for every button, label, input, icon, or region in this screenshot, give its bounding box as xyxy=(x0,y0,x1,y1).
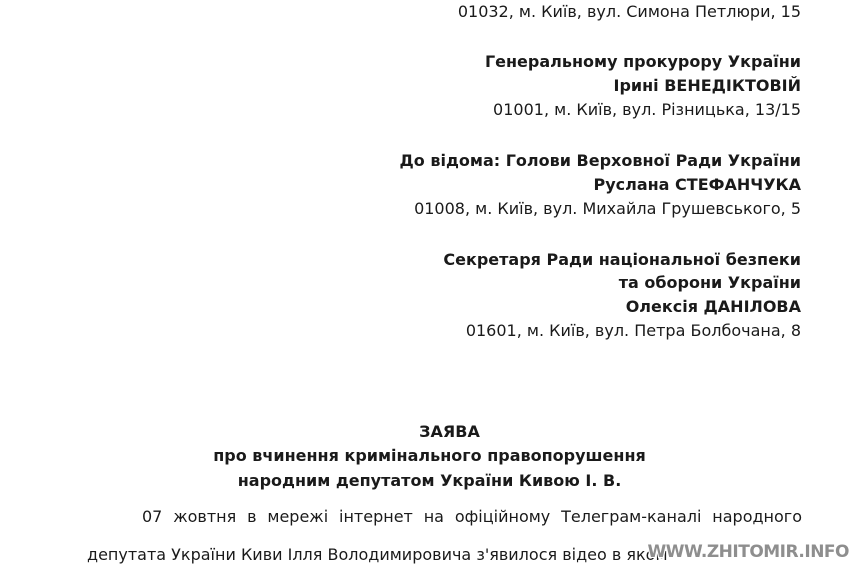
body-line-1: 07 жовтня в мережі інтернет на офіційному Телеграм-каналі народного xyxy=(142,507,802,526)
recipient-3-name: Руслана СТЕФАНЧУКА xyxy=(593,175,801,194)
statement-heading: ЗАЯВА xyxy=(419,422,480,441)
recipient-2-address: 01001, м. Київ, вул. Різницька, 13/15 xyxy=(493,100,801,119)
recipient-4-name: Олексія ДАНІЛОВА xyxy=(625,297,801,316)
statement-subtitle-line1: про вчинення кримінального правопорушення xyxy=(213,446,646,465)
recipient-4-title-line2: та оборони України xyxy=(618,273,801,292)
recipient-3-title: До відома: Голови Верховної Ради України xyxy=(399,151,801,170)
recipient-4-address: 01601, м. Київ, вул. Петра Болбочана, 8 xyxy=(465,321,801,340)
recipient-1-address: 01032, м. Київ, вул. Симона Петлюри, 15 xyxy=(457,2,801,21)
body-line-2: депутата України Киви Ілля Володимировича з'явилося відео в яком xyxy=(87,545,668,564)
recipient-2-name: Ірині ВЕНЕДІКТОВІЙ xyxy=(613,76,801,95)
recipient-3-address: 01008, м. Київ, вул. Михайла Грушевського, 5 xyxy=(414,199,801,218)
recipient-2-title: Генеральному прокурору України xyxy=(484,52,801,71)
statement-subtitle-line2: народним депутатом України Кивою І. В. xyxy=(237,471,622,490)
watermark-logo: WWW.ZHITOMIR.INFO xyxy=(647,542,849,562)
recipient-4-title-line1: Секретаря Ради національної безпеки xyxy=(443,250,801,269)
